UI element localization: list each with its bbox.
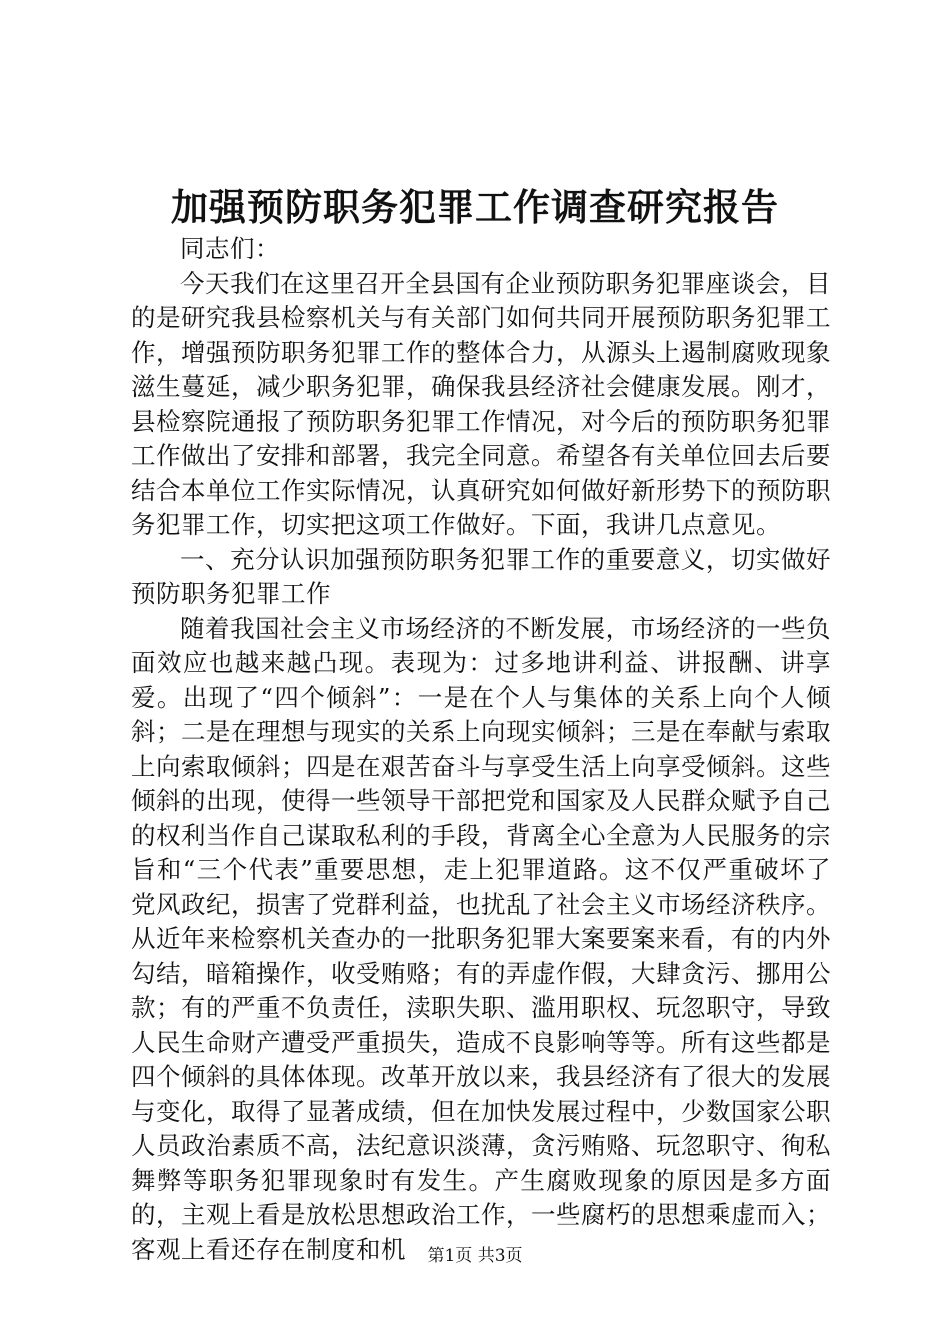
document-body	[131, 232, 831, 1267]
body-paragraph: 随着我国社会主义市场经济的不断发展，市场经济的一些负面效应也越来越凸现。表现为：过多地讲利益、讲报酬、讲享爱。出现了“四个倾斜”：一是在个人与集体的关系上向个人倾斜；二是在理想与现实的关系上向现实倾斜；三是在奉献与索取上向索取倾斜；四是在艰苦奋斗与享受生活上向享受倾斜。这些倾斜的出现，使得一些领导干部把党和国家及人民群众赋予自己的权利当作自己谋取私利的手段，背离全心全意为人民服务的宗旨和“三个代表”重要思想，走上犯罪道路。这不仅严重破坏了党风政纪，损害了党群利益，也扰乱了社会主义市场经济秩序。从近年来检察机关查办的一批职务犯罪大案要案来看，有的内外勾结，暗箱操作，收受贿赂；有的弄虚作假，大肆贪污、挪用公款；有的严重不负责任，渎职失职、滥用职权、玩忽职守，导致人民生命财产遭受严重损失，造成不良影响等等。所有这些都是四个倾斜的具体体现。改革开放以来，我县经济有了很大的发展与变化，取得了显著成绩，但在加快发展过程中，少数国家公职人员政治素质不高，法纪意识淡薄，贪污贿赂、玩忽职守、徇私舞弊等职务犯罪现象时有发生。产生腐败现象的原因是多方面的，主观上看是放松思想政治工作，一些腐朽的思想乘虚而入；客观上看还存在制度和机	[131, 613, 831, 1264]
section-heading-paragraph: 一、充分认识加强预防职务犯罪工作的重要意义，切实做好预防职务犯罪工作	[131, 544, 831, 608]
document-title: 加强预防职务犯罪工作调查研究报告	[171, 185, 779, 229]
intro-paragraph: 今天我们在这里召开全县国有企业预防职务犯罪座谈会，目的是研究我县检察机关与有关部门如何共同开展预防职务犯罪工作，增强预防职务犯罪工作的整体合力，从源头上遏制腐败现象滋生蔓延，减少职务犯罪，确保我县经济社会健康发展。刚才，县检察院通报了预防职务犯罪工作情况，对今后的预防职务犯罪工作做出了安排和部署，我完全同意。希望各有关单位回去后要结合本单位工作实际情况，认真研究如何做好新形势下的预防职务犯罪工作，切实把这项工作做好。下面，我讲几点意见。	[131, 268, 831, 539]
salutation-paragraph: 同志们：	[180, 234, 280, 263]
page-footer: 第1页 共3页	[427, 1246, 523, 1266]
